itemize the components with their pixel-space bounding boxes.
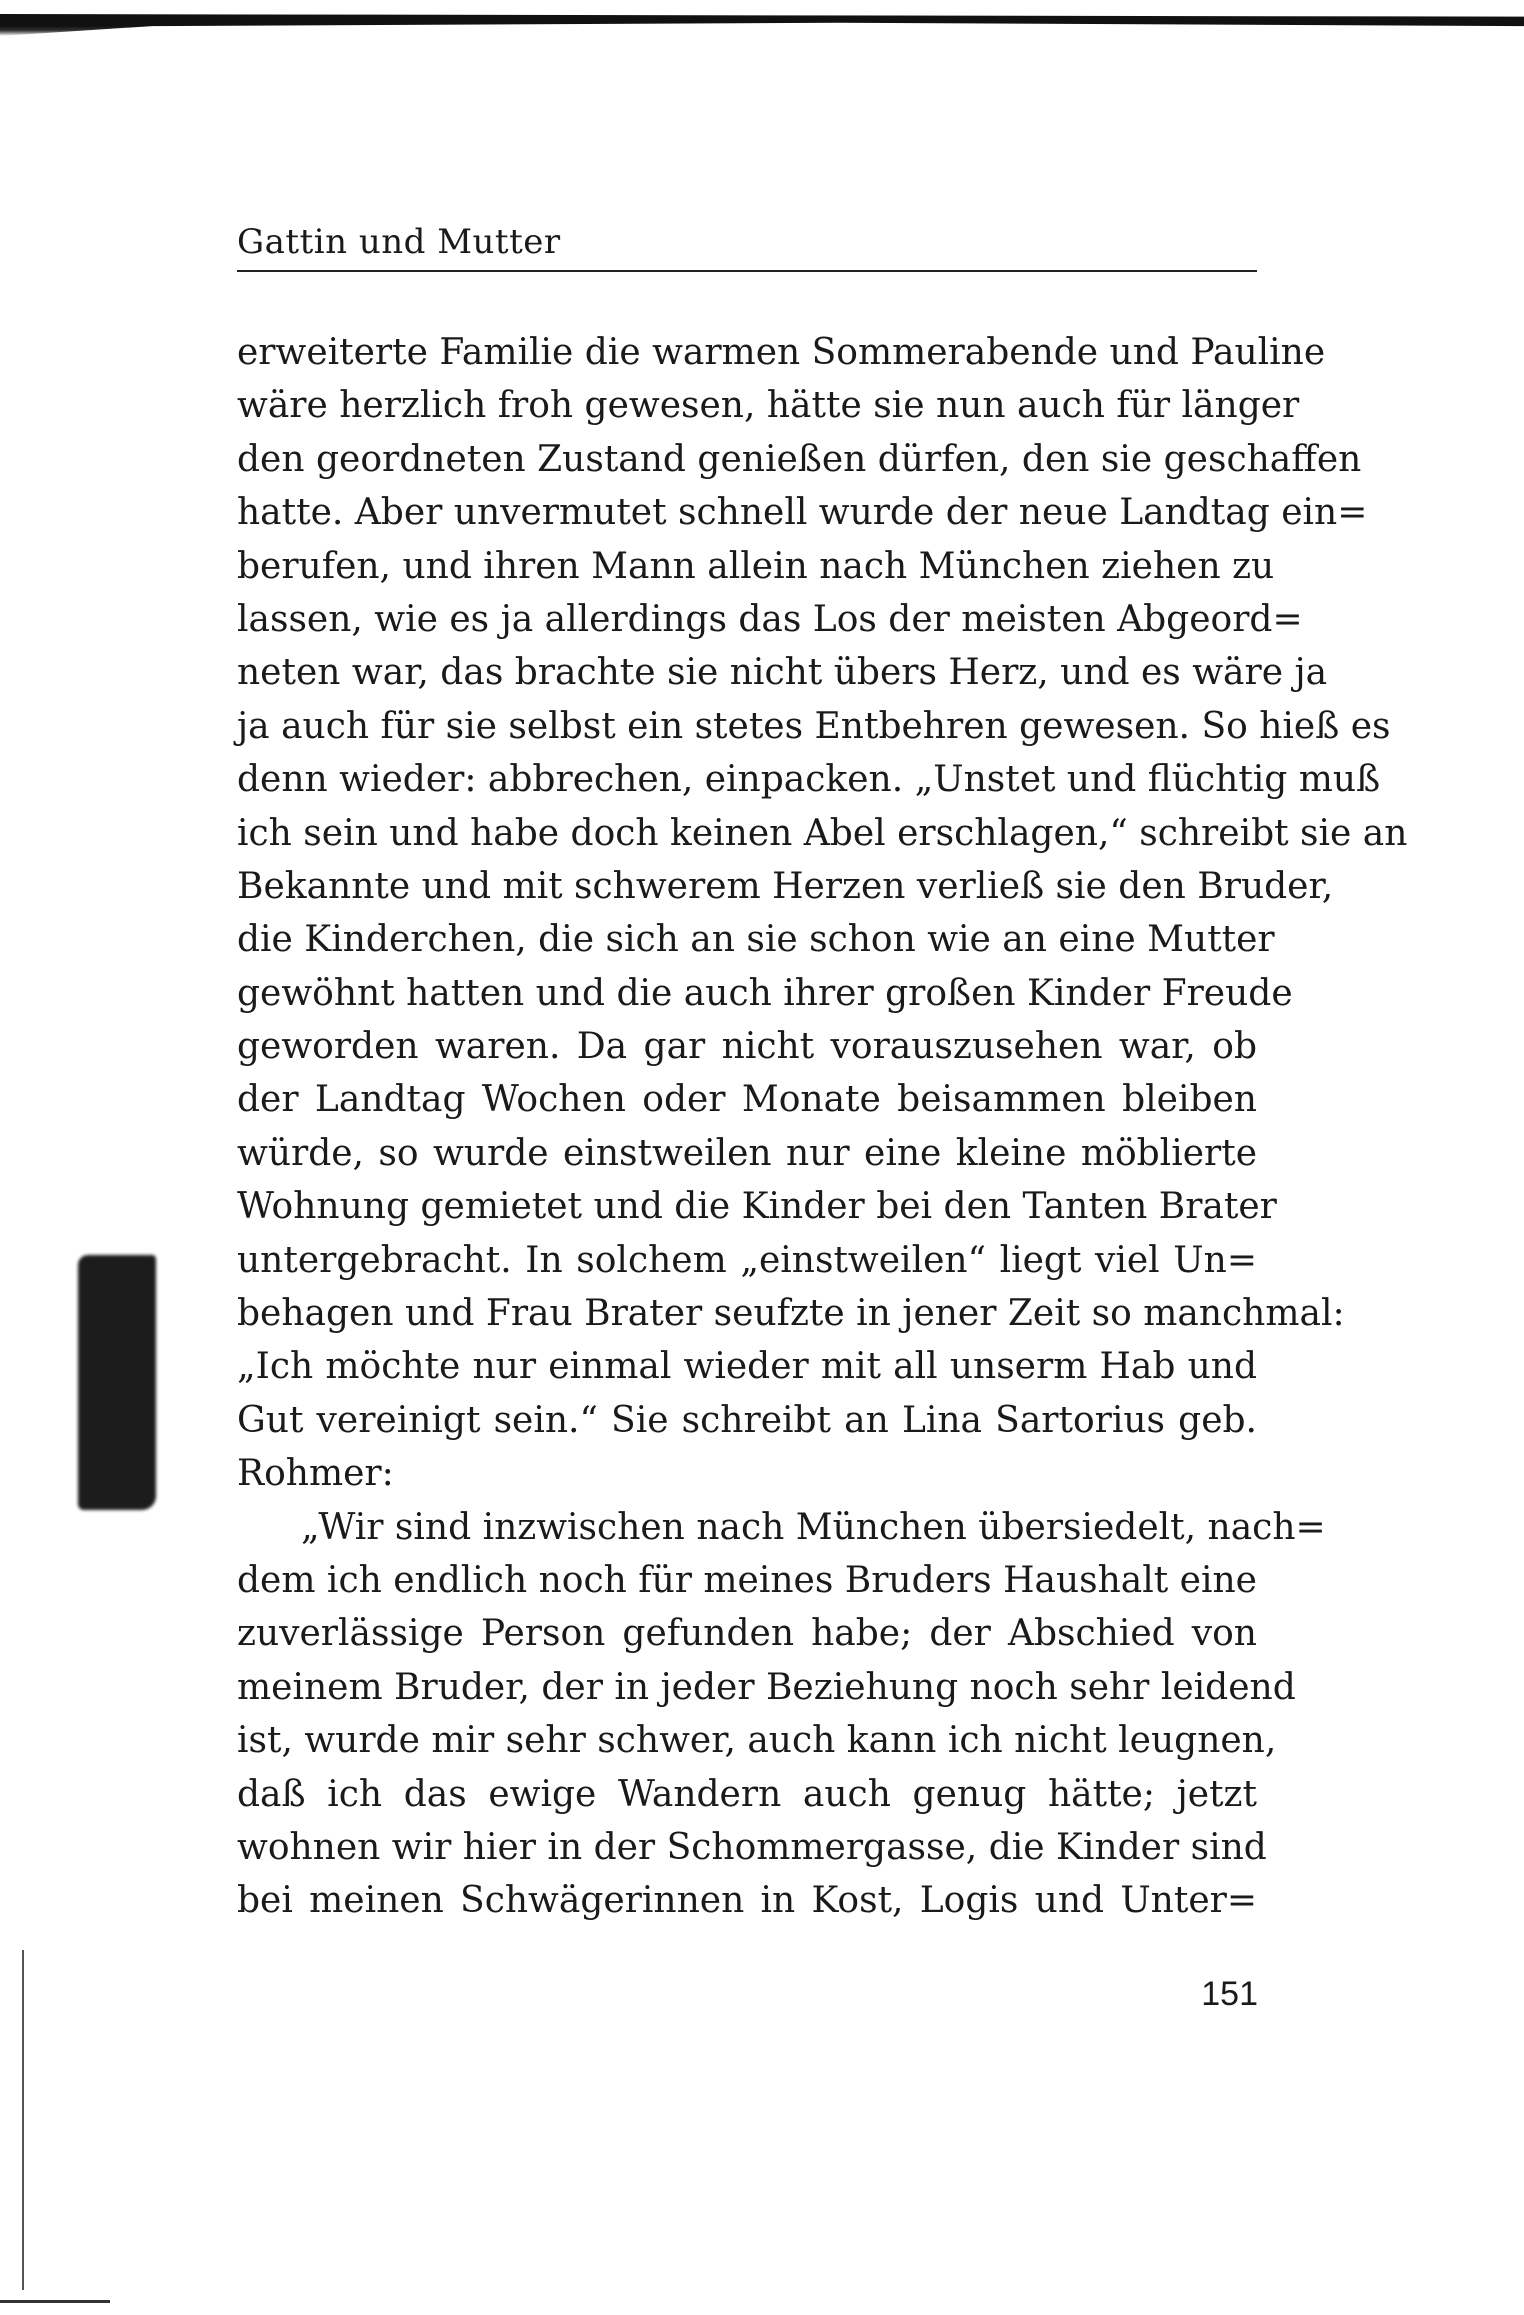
- text-line: denn wieder: abbrechen, einpacken. „Unstet und flüchtig muß: [237, 759, 1381, 801]
- text-line: „Wir sind inzwischen nach München übersiedelt, nach=: [301, 1506, 1326, 1548]
- text-line: behagen und Frau Brater seufzte in jener Zeit so manchmal:: [237, 1293, 1345, 1335]
- text-line: ich sein und habe doch keinen Abel erschlagen,“ schreibt sie an: [237, 812, 1408, 854]
- scan-smudge: [78, 1255, 156, 1510]
- text-line: Rohmer:: [237, 1453, 394, 1495]
- text-line: der Landtag Wochen oder Monate beisammen bleiben: [237, 1079, 1257, 1121]
- text-line: Gut vereinigt sein.“ Sie schreibt an Lina Sartorius geb.: [237, 1399, 1257, 1441]
- body-text: [237, 326, 1408, 1928]
- text-line: den geordneten Zustand genießen dürfen, den sie geschaffen: [237, 438, 1362, 480]
- top-edge-shadow: [0, 14, 1524, 36]
- text-line: ist, wurde mir sehr schwer, auch kann ich nicht leugnen,: [237, 1720, 1277, 1762]
- text-line: erweiterte Familie die warmen Sommerabende und Pauline: [237, 332, 1326, 373]
- page-number: 151: [1201, 1975, 1258, 2013]
- text-line: Wohnung gemietet und die Kinder bei den Tanten Brater: [237, 1186, 1277, 1228]
- text-line: Bekannte und mit schwerem Herzen verließ sie den Bruder,: [237, 865, 1334, 907]
- text-line: die Kinderchen, die sich an sie schon wie an eine Mutter: [237, 919, 1275, 961]
- text-line: würde, so wurde einstweilen nur eine kleine möblierte: [237, 1132, 1257, 1174]
- text-line: neten war, das brachte sie nicht übers Herz, und es wäre ja: [237, 652, 1328, 694]
- text-line: wohnen wir hier in der Schommergasse, die Kinder sind: [237, 1826, 1267, 1868]
- running-head: Gattin und Mutter: [237, 222, 1257, 272]
- text-line: geworden waren. Da gar nicht vorauszusehen war, ob: [237, 1026, 1257, 1068]
- text-line: lassen, wie es ja allerdings das Los der meisten Abgeord=: [237, 598, 1303, 640]
- text-line: bei meinen Schwägerinnen in Kost, Logis und Unter=: [237, 1880, 1257, 1922]
- text-line: ja auch für sie selbst ein stetes Entbehren gewesen. So hieß es: [237, 705, 1391, 747]
- scan-margin-line: [22, 1950, 24, 2290]
- text-line: zuverlässige Person gefunden habe; der Abschied von: [237, 1613, 1257, 1655]
- text-line: meinem Bruder, der in jeder Beziehung noch sehr leidend: [237, 1666, 1296, 1708]
- text-line: dem ich endlich noch für meines Bruders Haushalt eine: [237, 1559, 1257, 1601]
- scan-bottom-line: [0, 2300, 110, 2303]
- text-line: hatte. Aber unvermutet schnell wurde der neue Landtag ein=: [237, 492, 1368, 534]
- text-line: gewöhnt hatten und die auch ihrer großen Kinder Freude: [237, 972, 1293, 1014]
- text-line: „Ich möchte nur einmal wieder mit all unserm Hab und: [237, 1346, 1257, 1388]
- text-line: untergebracht. In solchem „einstweilen“ liegt viel Un=: [237, 1239, 1257, 1281]
- text-line: wäre herzlich froh gewesen, hätte sie nun auch für länger: [237, 385, 1300, 427]
- text-line: daß ich das ewige Wandern auch genug hätte; jetzt: [237, 1773, 1257, 1815]
- text-line: berufen, und ihren Mann allein nach München ziehen zu: [237, 545, 1275, 587]
